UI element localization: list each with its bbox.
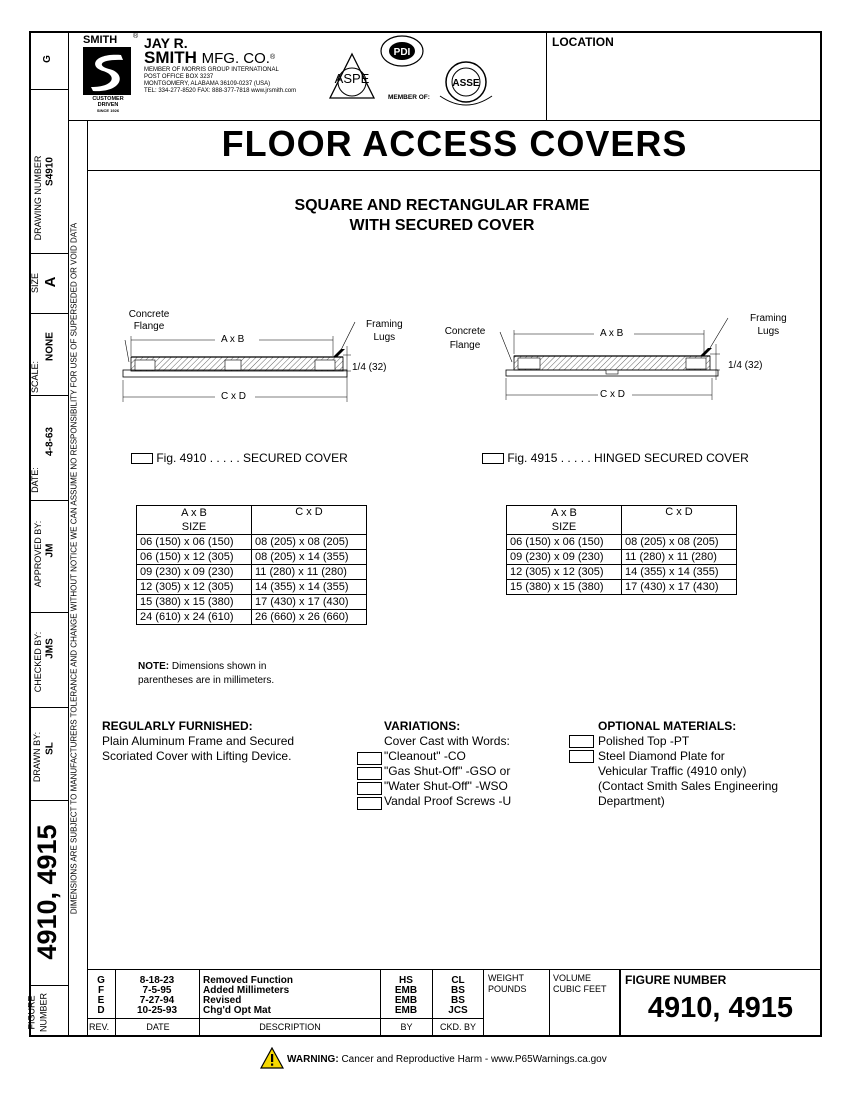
pdi-logo-icon bbox=[378, 34, 426, 68]
optional-checkbox-diamond[interactable] bbox=[569, 750, 594, 763]
date-col-label: DATE bbox=[146, 1022, 170, 1032]
regularly-furnished: REGULARLY FURNISHED: Plain Aluminum Frame and Secured Scoriated Cover with Lifting Device. bbox=[102, 719, 295, 763]
table-row: 15 (380) x 15 (380) 17 (430) x 17 (430) bbox=[507, 580, 737, 595]
drawn-label: DRAWN BY: bbox=[32, 731, 42, 783]
framing-lugs-label-left: Framing Lugs bbox=[366, 319, 403, 343]
checked-label: CHECKED BY: bbox=[33, 631, 43, 693]
ckd-col-label: CKD. BY bbox=[439, 1022, 476, 1032]
fig-4915-checkbox[interactable] bbox=[482, 453, 504, 464]
variation-checkbox-vandal[interactable] bbox=[357, 797, 382, 810]
table-row: 24 (610) x 24 (610) 26 (660) x 26 (660) bbox=[137, 610, 367, 625]
concrete-flange-label-left: Concrete Flange bbox=[128, 309, 170, 332]
title-bottom-rule bbox=[87, 170, 822, 171]
approved-value: JM bbox=[44, 543, 56, 558]
rev-by: HS EMB EMB EMB bbox=[394, 975, 418, 1016]
table-row: 06 (150) x 06 (150) 08 (205) x 08 (205) bbox=[507, 535, 737, 550]
fig-4910-checkbox[interactable] bbox=[131, 453, 153, 464]
quarter-dim-left: 1/4 (32) bbox=[352, 362, 387, 373]
figure-number-label: FIGURE NUMBER bbox=[625, 973, 727, 987]
company-address: MEMBER OF MORRIS GROUP INTERNATIONAL POST OFFICE BOX 3237 MONTGOMERY, ALABAMA 36109-0237 (USA) TEL: 334-277-8520 FAX: 888-377-7818 www.jrsmith.com bbox=[144, 67, 297, 94]
table-row: 12 (305) x 12 (305) 14 (355) x 14 (355) bbox=[507, 565, 737, 580]
sidebar-sep bbox=[29, 985, 69, 986]
size-table-4910 bbox=[136, 505, 367, 625]
variation-checkbox-water[interactable] bbox=[357, 782, 382, 795]
ckd-col bbox=[483, 969, 484, 1037]
weight-label: WEIGHT POUNDS bbox=[488, 973, 527, 994]
table-header-cd: C x D bbox=[622, 506, 737, 535]
svg-text:ASPE: ASPE bbox=[334, 71, 370, 86]
variation-checkbox-gas[interactable] bbox=[357, 767, 382, 780]
svg-text:ASSE: ASSE bbox=[452, 78, 480, 89]
weight-col bbox=[549, 969, 550, 1037]
title-block-top bbox=[87, 969, 822, 970]
location-label: LOCATION bbox=[552, 35, 614, 49]
drawn-value: SL bbox=[44, 742, 56, 755]
rev-dates: 8-18-23 7-5-95 7-27-94 10-25-93 bbox=[136, 975, 178, 1016]
table-row: 09 (230) x 09 (230) 11 (280) x 11 (280) bbox=[137, 565, 367, 580]
figure-number: 4910, 4915 bbox=[647, 992, 794, 1024]
rev-descriptions: Removed Function Added Millimeters Revised Chg'd Opt Mat bbox=[203, 975, 294, 1016]
table-header-cd: C x D bbox=[252, 506, 367, 535]
volume-label: VOLUME CUBIC FEET bbox=[553, 973, 607, 994]
table-row: 06 (150) x 12 (305) 08 (205) x 14 (355) bbox=[137, 550, 367, 565]
aspe-logo-icon bbox=[328, 52, 376, 102]
header-divider bbox=[546, 31, 547, 121]
company-name-line2: SMITH MFG. CO.® bbox=[144, 48, 276, 67]
date-value: 4-8-63 bbox=[44, 427, 56, 456]
rev-letters: G F E D bbox=[97, 975, 105, 1016]
sidebar-sep bbox=[29, 800, 69, 801]
optional-materials: OPTIONAL MATERIALS: Polished Top -PT Steel Diamond Plate for Vehicular Traffic (4910 only) (Contact Smith Sales Engineering Department) bbox=[598, 719, 779, 808]
size-label: SIZE bbox=[30, 273, 40, 294]
desc-col-label: DESCRIPTION bbox=[259, 1022, 321, 1032]
by-col-label: BY bbox=[400, 1022, 413, 1032]
sidebar-sep bbox=[29, 89, 69, 90]
optional-checkbox-polished[interactable] bbox=[569, 735, 594, 748]
warning-text: WARNING: Cancer and Reproductive Harm - www.P65Warnings.ca.gov bbox=[287, 1054, 607, 1065]
approved-label: APPROVED BY: bbox=[33, 520, 43, 588]
drawing-number: S4910 bbox=[44, 157, 56, 186]
asse-logo-icon bbox=[432, 56, 500, 112]
disclaimer-text: DIMENSIONS ARE SUBJECT TO MANUFACTURERS TOLERANCE AND CHANGE WITHOUT NOTICE WE CAN ASSUME NO RESPONSIBILITY FOR USE OF SUPERSEDED OR VOID DATA bbox=[69, 222, 79, 915]
sidebar-sep bbox=[29, 612, 69, 613]
table-row: 06 (150) x 06 (150) 08 (205) x 08 (205) bbox=[137, 535, 367, 550]
rev-col bbox=[115, 969, 116, 1037]
scale-value: NONE bbox=[44, 332, 56, 361]
cd-label-right: C x D bbox=[600, 389, 625, 400]
sidebar-sep bbox=[29, 707, 69, 708]
page-title: FLOOR ACCESS COVERS bbox=[221, 123, 688, 164]
table-row: 12 (305) x 12 (305) 14 (355) x 14 (355) bbox=[137, 580, 367, 595]
fig-4915-option[interactable]: Fig. 4915 . . . . . HINGED SECURED COVER bbox=[482, 451, 749, 465]
warning-icon bbox=[260, 1047, 284, 1069]
table-row: 09 (230) x 09 (230) 11 (280) x 11 (280) bbox=[507, 550, 737, 565]
sidebar-sep bbox=[29, 500, 69, 501]
disclaimer-divider bbox=[87, 120, 88, 1037]
subtitle: SQUARE AND RECTANGULAR FRAME WITH SECURED COVER bbox=[294, 197, 590, 234]
header-bottom-rule bbox=[68, 120, 822, 121]
drawing-number-label: DRAWING NUMBER bbox=[33, 155, 43, 241]
cd-label-left: C x D bbox=[221, 391, 246, 402]
rev-ckd: CL BS BS JCS bbox=[448, 975, 468, 1016]
scale-label: SCALE: bbox=[30, 361, 40, 394]
size-value: A bbox=[42, 276, 59, 288]
rev-label: REV. bbox=[89, 1022, 110, 1032]
table-header-size: A x B SIZE bbox=[137, 506, 252, 535]
quarter-dim-right: 1/4 (32) bbox=[728, 360, 763, 371]
member-of-label: MEMBER OF: bbox=[388, 94, 430, 101]
checked-value: JMS bbox=[44, 638, 56, 659]
smith-mark: SMITH bbox=[83, 34, 118, 46]
concrete-flange-label-right: Concrete Flange bbox=[444, 326, 486, 351]
note: NOTE: Dimensions shown in parentheses are in millimeters. bbox=[138, 661, 275, 686]
revision-letter: G bbox=[42, 55, 53, 63]
variation-checkbox-cleanout[interactable] bbox=[357, 752, 382, 765]
variations: VARIATIONS: Cover Cast with Words: "Cleanout" -CO "Gas Shut-Off" -GSO or "Water Shut-Off" -WSO Vandal Proof Screws -U bbox=[384, 719, 512, 808]
customer-driven: CUSTOMER DRIVEN SINCE 1926 bbox=[92, 96, 124, 113]
date-label: DATE: bbox=[30, 467, 40, 493]
fig-4910-option[interactable]: Fig. 4910 . . . . . SECURED COVER bbox=[131, 451, 348, 465]
framing-lugs-label-right: Framing Lugs bbox=[750, 313, 787, 337]
registered-mark: ® bbox=[133, 33, 139, 40]
table-header-size: A x B SIZE bbox=[507, 506, 622, 535]
figure-label: FIGURE bbox=[26, 995, 37, 1030]
revision-label-rule bbox=[87, 1018, 483, 1019]
svg-text:PDI: PDI bbox=[393, 47, 411, 58]
ab-label-left: A x B bbox=[221, 334, 245, 345]
table-row: 15 (380) x 15 (380) 17 (430) x 17 (430) bbox=[137, 595, 367, 610]
size-table-4915 bbox=[506, 505, 737, 595]
number-label: NUMBER bbox=[38, 993, 49, 1033]
smith-logo-icon bbox=[83, 47, 131, 95]
ab-label-right: A x B bbox=[600, 328, 624, 339]
company-name-line1: JAY R. bbox=[144, 35, 188, 51]
figure-number-vertical: 4910, 4915 bbox=[32, 824, 62, 960]
